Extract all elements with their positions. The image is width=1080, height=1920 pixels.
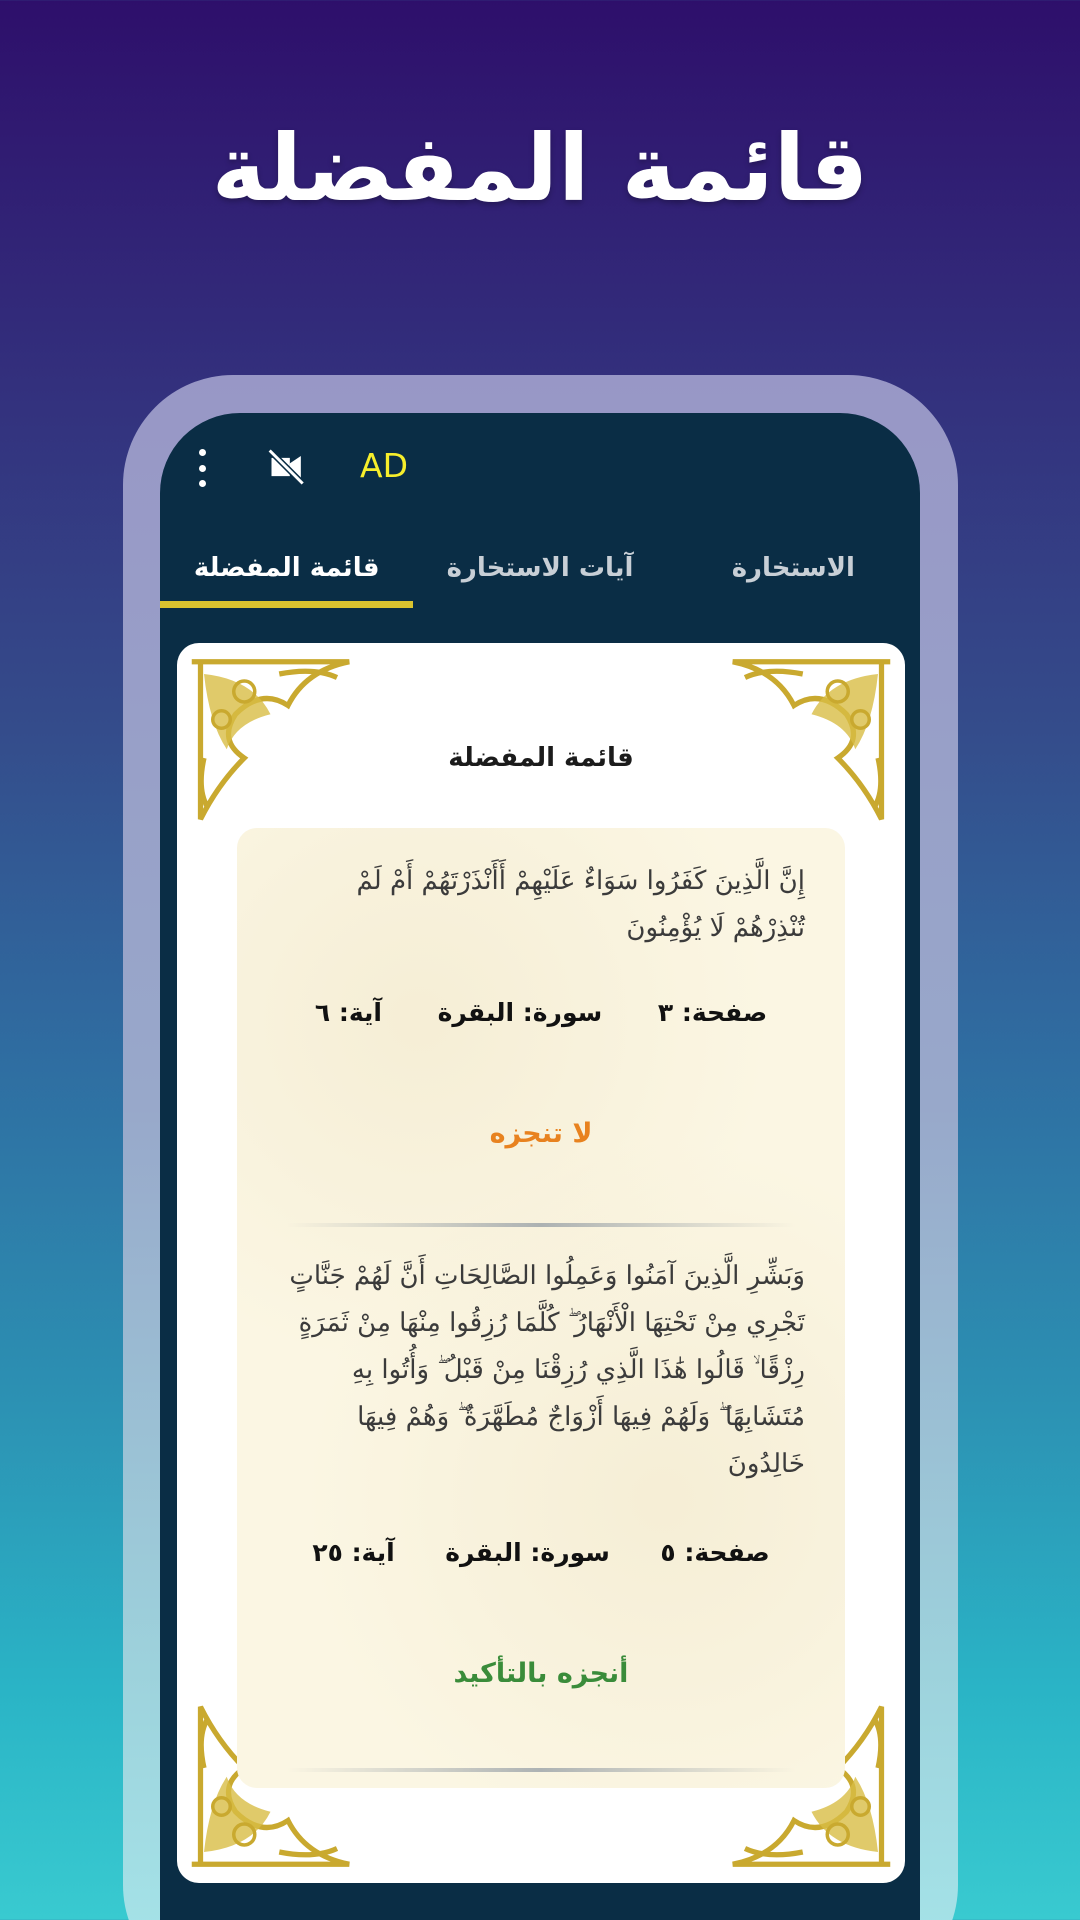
list-item[interactable] [237, 1233, 845, 1788]
divider [287, 1223, 795, 1227]
ayah-meta [237, 1538, 845, 1567]
page-number: صفحة: ٥ [660, 1538, 770, 1567]
ayah-meta [237, 998, 845, 1027]
tab-favorites[interactable]: قائمة المفضلة [160, 523, 413, 608]
tab-istikhara[interactable]: الاستخارة [731, 553, 855, 583]
status-label: أنجزه بالتأكيد [453, 1658, 629, 1689]
ayah-text: إِنَّ الَّذِينَ كَفَرُوا سَوَاءٌ عَلَيْهِمْ أَأَنْذَرْتَهُمْ أَمْ لَمْ تُنْذِرْهُمْ لَا يُؤْمِنُونَ [356, 866, 805, 943]
ayah-number: آية: ٢٥ [312, 1538, 395, 1567]
card-title: قائمة المفضلة [448, 743, 634, 773]
ad-label[interactable]: AD [360, 446, 408, 485]
ayah-text: وَبَشِّرِ الَّذِينَ آمَنُوا وَعَمِلُوا الصَّالِحَاتِ أَنَّ لَهُمْ جَنَّاتٍ تَجْرِي مِنْ تَحْتِهَا الْأَنْهَارُ ۖ كُلَّمَا رُزِقُوا مِنْهَا مِنْ ثَمَرَةٍ رِزْقًا ۙ قَالُوا هَٰذَا الَّذِي رُزِقْنَا مِنْ قَبْلُ ۖ وَأُتُوا بِهِ مُتَشَابِهًا ۖ وَلَهُمْ فِيهَا أَزْوَاجٌ مُطَهَّرَةٌ ۖ وَهُمْ فِيهَا خَالِدُونَ [289, 1261, 805, 1479]
favorites-card [177, 643, 905, 1883]
promo-title: قائمة المفضلة [211, 115, 869, 222]
ornament-icon [183, 653, 358, 828]
phone-screen [160, 413, 920, 1920]
app-toolbar [160, 413, 920, 523]
surah-name: سورة: البقرة [437, 998, 603, 1027]
ornament-icon [724, 653, 899, 828]
page-number: صفحة: ٣ [657, 998, 768, 1027]
tab-bar [160, 523, 920, 608]
more-vert-icon[interactable] [196, 449, 208, 487]
videocam-off-icon[interactable] [266, 445, 310, 489]
tab-istikhara-verses[interactable]: آيات الاستخارة [446, 553, 634, 583]
status-label: لا تنجزه [489, 1118, 593, 1149]
divider [287, 1768, 795, 1772]
ayah-number: آية: ٦ [314, 998, 382, 1027]
list-item[interactable] [237, 828, 845, 1228]
surah-name: سورة: البقرة [445, 1538, 610, 1567]
favorites-list [237, 828, 845, 1788]
